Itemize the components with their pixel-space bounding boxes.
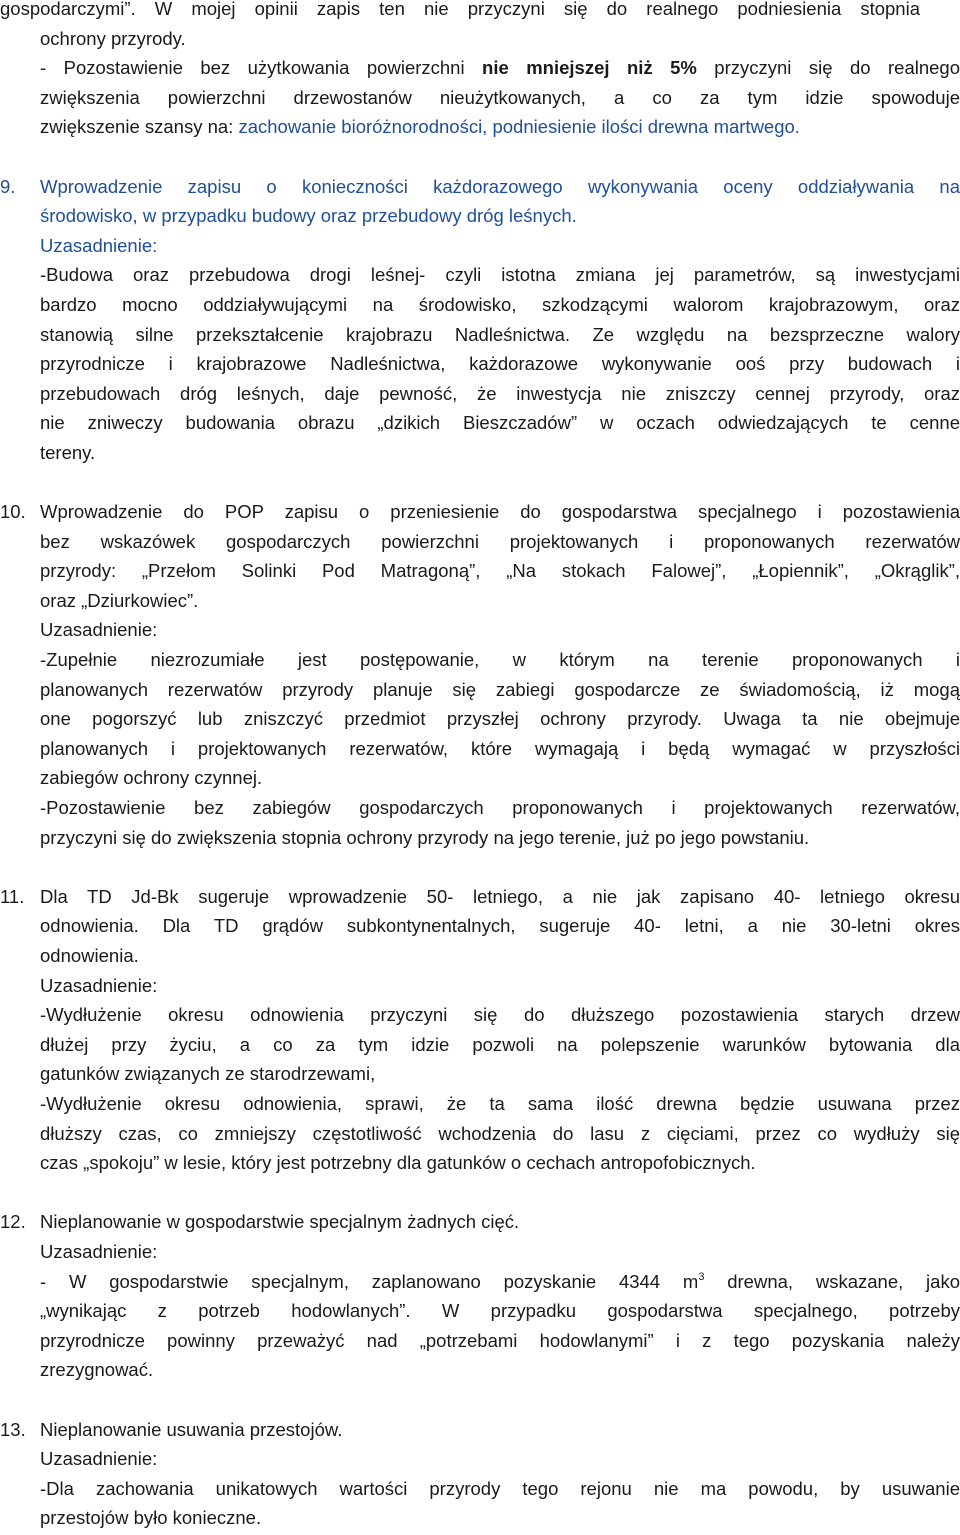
body-line: -Pozostawienie bez zabiegów gospodarczych proponowanych i projektowanych rezerwatów,	[40, 797, 960, 819]
intro-section	[0, 0, 960, 142]
text-line: zwiększenia powierzchni drzewostanów nieużytkowanych, a co za tym idzie spowoduje	[40, 86, 960, 108]
body-line: - W gospodarstwie specjalnym, zaplanowano pozyskanie 4344 $m^3$ drewna, wskazane, jako	[40, 1270, 960, 1292]
body-line: planowanych rezerwatów przyrody planuje się zabiegi gospodarcze ze świadomością, iż mogą	[40, 678, 960, 700]
body-line: przestojów było konieczne.	[40, 1507, 262, 1529]
text-line: zwiększenie szansy na: zachowanie bioróżnorodności, podniesienie ilości drewna martwego.	[40, 116, 800, 138]
justification-label: Uzasadnienie:	[40, 974, 158, 996]
item-heading-line: Nieplanowanie w gospodarstwie specjalnym żadnych cięć.	[40, 1211, 520, 1233]
body-line: -Zupełnie niezrozumiałe jest postępowanie, w którym na terenie proponowanych i	[40, 649, 960, 671]
body-line: czas „spokoju” w lesie, który jest potrzebny dla gatunków o cechach antropofobicznych.	[40, 1152, 756, 1174]
body-line: bardzo mocno oddziaływującymi na środowisko, szkodzącymi walorom krajobrazowym, oraz	[40, 293, 960, 315]
item-heading-line: Wprowadzenie do POP zapisu o przeniesienie do gospodarstwa specjalnego i pozostawienia	[40, 501, 960, 523]
item-number: 12.	[0, 1211, 26, 1233]
body-line: dłużej przy życiu, a co za tym idzie pozwoli na polepszenie warunków bytowania dla	[40, 1033, 960, 1055]
body-line: dłuższy czas, co zmniejszy częstotliwość wchodzenia do lasu z cięciami, przez co wydłuży się	[40, 1122, 960, 1144]
body-line: przyczyni się do zwiększenia stopnia ochrony przyrody na jego terenie, już po jego powstaniu.	[40, 826, 810, 848]
justification-label: Uzasadnienie:	[40, 1240, 158, 1262]
item-heading-line: odnowienia. Dla TD grądów subkontynentalnych, sugeruje 40- letni, a nie 30-letni okres	[40, 915, 960, 937]
text-line: gospodarczymi”. W mojej opinii zapis ten nie przyczyni się do realnego podniesienia stopnia	[0, 0, 920, 19]
item-heading-line: przyrody: „Przełom Solinki Pod Matragoną”, „Na stokach Falowej”, „Łopiennik”, „Okrąglik”,	[40, 560, 960, 582]
item-heading-line: Dla TD Jd-Bk sugeruje wprowadzenie 50- letniego, a nie jak zapisano 40- letniego okresu	[40, 885, 960, 907]
text-line: - Pozostawienie bez użytkowania powierzchni nie mniejszej niż 5% przyczyni się do realnego	[40, 57, 960, 79]
body-line: gatunków związanych ze starodrzewami,	[40, 1063, 376, 1085]
justification-label: Uzasadnienie:	[40, 1448, 158, 1470]
emphasis: nie mniejszej niż 5%	[482, 57, 697, 79]
list-item	[0, 1415, 960, 1533]
body-line: -Wydłużenie okresu odnowienia, sprawi, że ta sama ilość drewna będzie usuwana przez	[40, 1092, 960, 1114]
body-line: stanowią silne przekształcenie krajobrazu Nadleśnictwa. Ze względu na bezsprzeczne walory	[40, 323, 960, 345]
list-item	[0, 497, 960, 852]
body-line: zabiegów ochrony czynnej.	[40, 767, 263, 789]
body-line: zrezygnować.	[40, 1359, 154, 1381]
body-line: przyrodnicze i krajobrazowe Nadleśnictwa, każdorazowe wykonywanie ooś przy budowach i	[40, 353, 960, 375]
item-number: 11.	[0, 885, 25, 907]
item-number: 10.	[0, 501, 26, 523]
body-line: przebudowach dróg leśnych, daje pewność, że inwestycja nie zniszczy cennej przyrody, oraz	[40, 382, 960, 404]
body-line: przyrodnicze powinny przeważyć nad „potrzebami hodowlanymi” i z tego pozyskania należy	[40, 1329, 960, 1351]
item-heading-line: Nieplanowanie usuwania przestojów.	[40, 1418, 343, 1440]
body-line: nie zniweczy budowania obrazu „dzikich Bieszczadów” w oczach odwiedzających te cenne	[40, 412, 960, 434]
highlighted-text: zachowanie bioróżnorodności, podniesienie ilości drewna martwego.	[238, 116, 800, 138]
item-number: 9.	[0, 175, 16, 197]
item-heading-line: oraz „Dziurkowiec”.	[40, 589, 199, 611]
item-heading-line: bez wskazówek gospodarczych powierzchni projektowanych i proponowanych rezerwatów	[40, 530, 960, 552]
item-heading-line: środowisko, w przypadku budowy oraz przebudowy dróg leśnych.	[40, 205, 577, 227]
justification-label: Uzasadnienie:	[40, 619, 158, 641]
justification-label: Uzasadnienie:	[40, 234, 158, 256]
list-item	[0, 1207, 960, 1385]
body-line: one pogorszyć lub zniszczyć przedmiot przyszłej ochrony przyrody. Uwaga ta nie obejmuje	[40, 708, 960, 730]
body-line: „wynikając z potrzeb hodowlanych”. W przypadku gospodarstwa specjalnego, potrzeby	[40, 1300, 960, 1322]
text-line: ochrony przyrody.	[40, 27, 186, 49]
list-item	[0, 172, 960, 468]
item-heading-line: odnowienia.	[40, 945, 139, 966]
list-item	[0, 882, 960, 1178]
body-line: -Wydłużenie okresu odnowienia przyczyni się do dłuższego pozostawienia starych drzew	[40, 1004, 960, 1026]
superscript: 3	[698, 1270, 705, 1283]
body-line: tereny.	[40, 441, 96, 463]
body-line: -Budowa oraz przebudowa drogi leśnej- czyli istotna zmiana jej parametrów, są inwestycjami	[40, 264, 960, 286]
item-number: 13.	[0, 1418, 26, 1440]
body-line: -Dla zachowania unikatowych wartości przyrody tego rejonu nie ma powodu, by usuwanie	[40, 1477, 960, 1499]
body-line: planowanych i projektowanych rezerwatów, które wymagają i będą wymagać w przyszłości	[40, 737, 960, 759]
item-heading-line: Wprowadzenie zapisu o konieczności każdorazowego wykonywania oceny oddziaływania na	[40, 175, 960, 197]
